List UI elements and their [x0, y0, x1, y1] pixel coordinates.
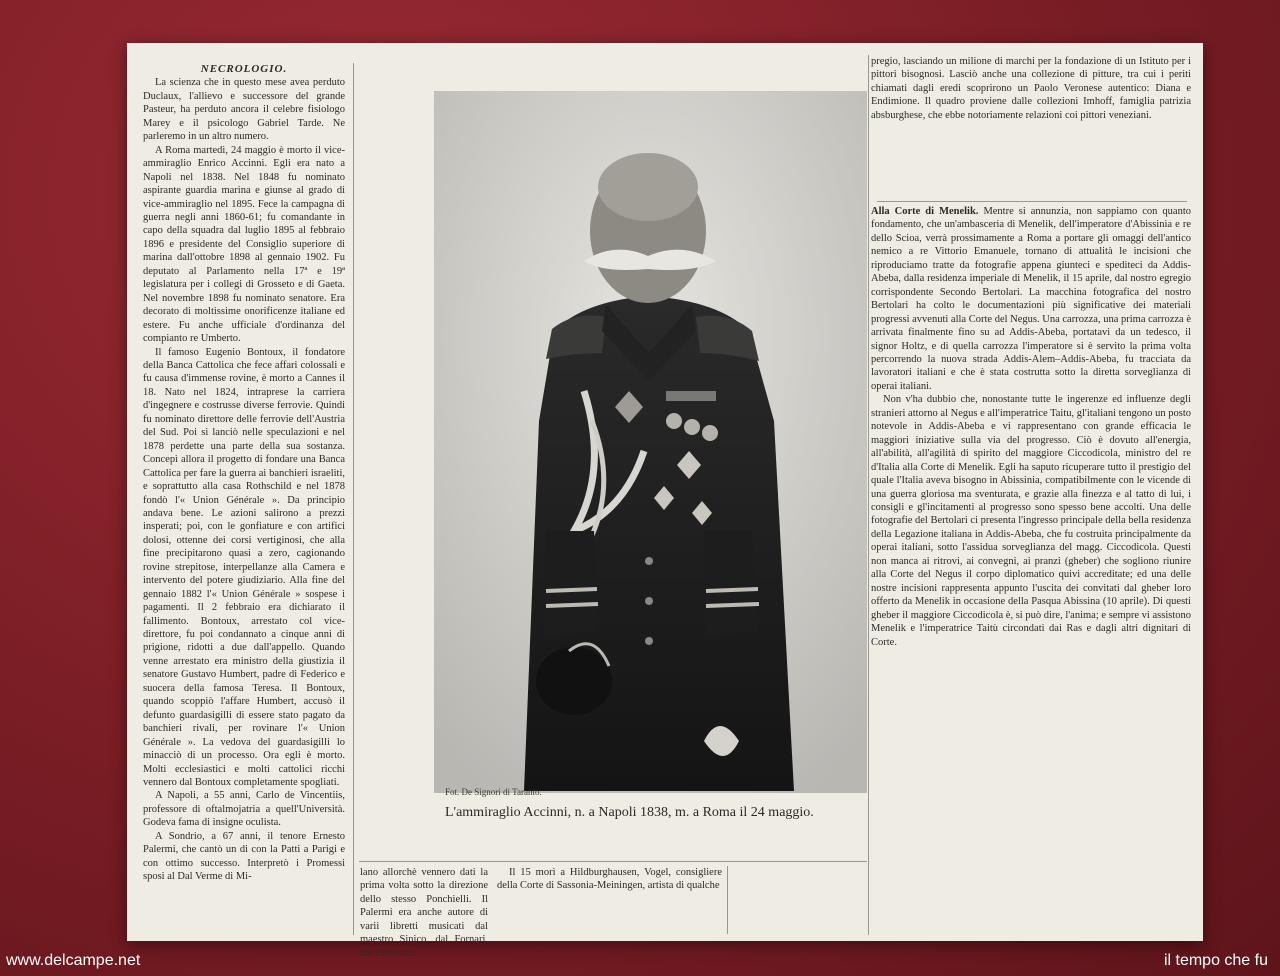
watermark-left: www.delcampe.net — [6, 952, 141, 969]
column-divider — [353, 63, 354, 935]
right-column — [871, 55, 1191, 935]
newspaper-page — [127, 43, 1203, 959]
watermark-right: il tempo che fu — [1163, 952, 1268, 969]
obituary-paragraph: A Roma martedì, 24 maggio è morto il vice-ammiraglio Enrico Accinni. Egli era nato a Napoli nel 1838. Nel 1848 fu nominato aspirante guardia marina e giunse al grado di vice-ammiraglio nel 1895. Fece la campagna di guerra negli anni 1860-61; fu comandante in capo della squadra dal luglio 1895 al febbraio 1896 e presidente del Consiglio superiore di marina dall'ottobre 1898 al gennaio 1902. Fu deputato al Parlamento nella 17ª e 19ª legislatura per i collegi di Grosseto e di Gaeta. Nel novembre 1898 fu nominato senatore. Era decorato di moltissime onorificenze italiane ed estere. Fu anche ufficiale d'ordinanza del compianto re Umberto. — [143, 144, 345, 345]
obituary-column — [143, 63, 345, 933]
obituary-heading: NECROLOGIO. — [200, 63, 288, 75]
photo-credit: Fot. De Signori di Taranto. — [445, 787, 542, 797]
portrait-caption: L'ammiraglio Accinni, n. a Napoli 1838, m. a Roma il 24 maggio. — [445, 805, 814, 820]
continuation-text: Il 15 morì a Hildburghausen, Vogel, consigliere della Corte di Sassonia-Meiningen, artista di qualche — [497, 867, 722, 892]
obituary-paragraph: La scienza che in questo mese avea perduto Duclaux, l'allievo e successore del grande Pasteur, ha perduto ancora il celebre fisiologo Marey e il psicologo Gabriel Tarde. Ne parleremo in un altro numero. — [143, 77, 345, 143]
column-divider — [727, 866, 728, 934]
menelik-paragraph: Mentre si annunzia, non sappiamo con quanto fondamento, che un'ambasceria di Menelik, dell'imperatore d'Abissinia e re dello Scioa, verrà prossimamente a Roma a portare gli omaggi dell'antico nemico a re Vittorio Emanuele, tornano di attualità le incisioni che riproduciamo tratte da fotografie appena giunteci e spediteci da Addis-Abeba, dalla residenza imperiale di Menelik, il 15 aprile, dal nostro egregio corrispondente Secondo Bertolari. La macchina fotografica del nostro Bertolari ha colto le documentazioni più significative dei materiali progressi avvenuti alla Corte del Negus. Una carrozza, una prima carrozza è arrivata finalmente fino su ad Addis-Abeba, portatavi da un tedesco, il signor Holtz, e di quella carrozza l'imperatore si è servito la prima volta percorrendo la nuova strada Addis-Alem–Addis-Abeba, fu tracciata da lavoratori italiani e che è stata costrutta sotto la diretta sorveglianza di operai italiani. — [871, 206, 1191, 392]
obituary-continuation — [360, 866, 488, 959]
obituary-continuation — [497, 866, 722, 936]
menelik-title: Alla Corte di Menelik. — [871, 206, 979, 217]
obituary-paragraph: Il famoso Eugenio Bontoux, il fondatore della Banca Cattolica che fece affari colossali e fu causa d'immense rovine, è morto a Cannes il 18. Nato nel 1824, intraprese la carriera d'ingegnere e costrusse diverse ferrovie. Quindi fu nominato direttore delle ferrovie dell'Austria del Sud. Poi si lanciò nelle speculazioni e nel 1878 perdette una parte della sua sostanza. Concepì allora il progetto di fondare una Banca Cattolica per fare la guerra ai banchieri israeliti, e soprattutto alla casa Rothschild e nel 1878 fondò l'« Union Générale ». Da principio andava bene. Le azioni salirono a prezzi insperati; poi, con le gonfiature e con artifici dolosi, ottenne dei corsi vertiginosi, che alla fine precipitarono quasi a zero, cagionando rovine strepitose, interpellanze alla Camera e intervento del potere giudiziario. Alla fine del gennaio 1882 l'« Union Générale » sospese i pagamenti. Il 2 febbraio era dichiarato il fallimento. Bontoux, arrestato col vice-direttore, fu poi condannato a cinque anni di prigione, ridotti a due dall'appello. Quando venne arrestato era ministro della giustizia il senatore Gustavo Humbert, padre di Federico e suocera della famosa Teresa. Il Bontoux, quando scoppiò l'affare Humbert, accusò il defunto guardasigilli di essere stato pagato da banchieri rivali, per rovinare l'« Union Générale ». La vedova del guardasigilli lo minacciò di un processo. Ora egli è morto. Molti ecclesiastici e molti cattolici ricchi vennero dal Bontoux completamente spogliati. — [143, 346, 345, 789]
admiral-portrait — [434, 91, 867, 793]
column-divider — [868, 55, 869, 935]
continuation-text: lano allorchè vennero dati la prima volta sotto la direzione dello stesso Ponchielli. Il Palermi era anche autore di varii libretti musicati dal maestro Sinico, dal Fornari, dal Bottesini. — [360, 867, 488, 959]
portrait-illustration — [434, 91, 867, 793]
obituary-paragraph: A Napoli, a 55 anni, Carlo de Vincentiis, professore di oftalmojatria a quell'Università. Godeva fama di insigne oculista. — [143, 790, 345, 829]
menelik-article — [871, 205, 1191, 393]
caption-divider — [359, 861, 867, 862]
continuation-text: pregio, lasciando un milione di marchi per la fondazione di un Istituto per i pittori bisognosi. Lasciò anche una collezione di pitture, tra cui i periti chiamati dagli eredi scoprirono un Paolo Veronese autentico: Diana e Endimione. Il quadro proviene dalle collezioni Imhoff, famiglia patrizia absburghese, che ebbe notoriamente relazioni coi pittori veneziani. — [871, 56, 1191, 121]
obituary-paragraph: A Sondrio, a 67 anni, il tenore Ernesto Palermi, che cantò un di con la Patti a Parigi e con ottimo successo. Interpretò i Promessi sposi al Dal Verme di Mi- — [143, 830, 345, 883]
menelik-paragraph: Non v'ha dubbio che, nonostante tutte le ingerenze ed influenze degli stranieri attorno al Negus e all'imperatrice Taitu, gl'italiani tengono un posto notevole in Addis-Abeba e vi rappresentano con grande efficacia le maggiori iniziative sulla via del progresso. Ciò è dovuto all'energia, all'abilità, all'agilità di spirito del maggiore Ciccodicola, ministro del re d'Italia alla Corte di Menelik. Egli ha saputo ricuperare tutto il prestigio del quale l'Italia aveva bisogno in Abissinia, compatibilmente con le vicende di una guerra gloriosa ma sventurata, e grazie alla finezza e al tatto di lui, i consigli e gl'incitamenti al progresso sono spesso bene accolti. Una delle fotografie del Bertolari ci presenta l'ingresso principale della bella residenza della Legazione italiana in Addis-Abeba, che fu costruita principalmente da operai italiani, sotto l'assidua sorveglianza del magg. Ciccodicola. Questi non manca ai ritrovi, ai convegni, ai pranzi (gheber) che sogliono riunire alla Corte del Negus il corpo diplomatico quivi accreditate; ed una delle nostre incisioni rappresenta appunto l'uscita dei convitati dal gheber loro offerto da Menelik in occasione della Pasqua Abissina (10 aprile). Di questi gheber il maggiore Ciccodicola è, si può dire, l'anima; e sempre vi assistono Menelik e l'imperatrice Taitù circondati dai Ras e dagli altri dignitari di Corte. — [871, 394, 1191, 648]
